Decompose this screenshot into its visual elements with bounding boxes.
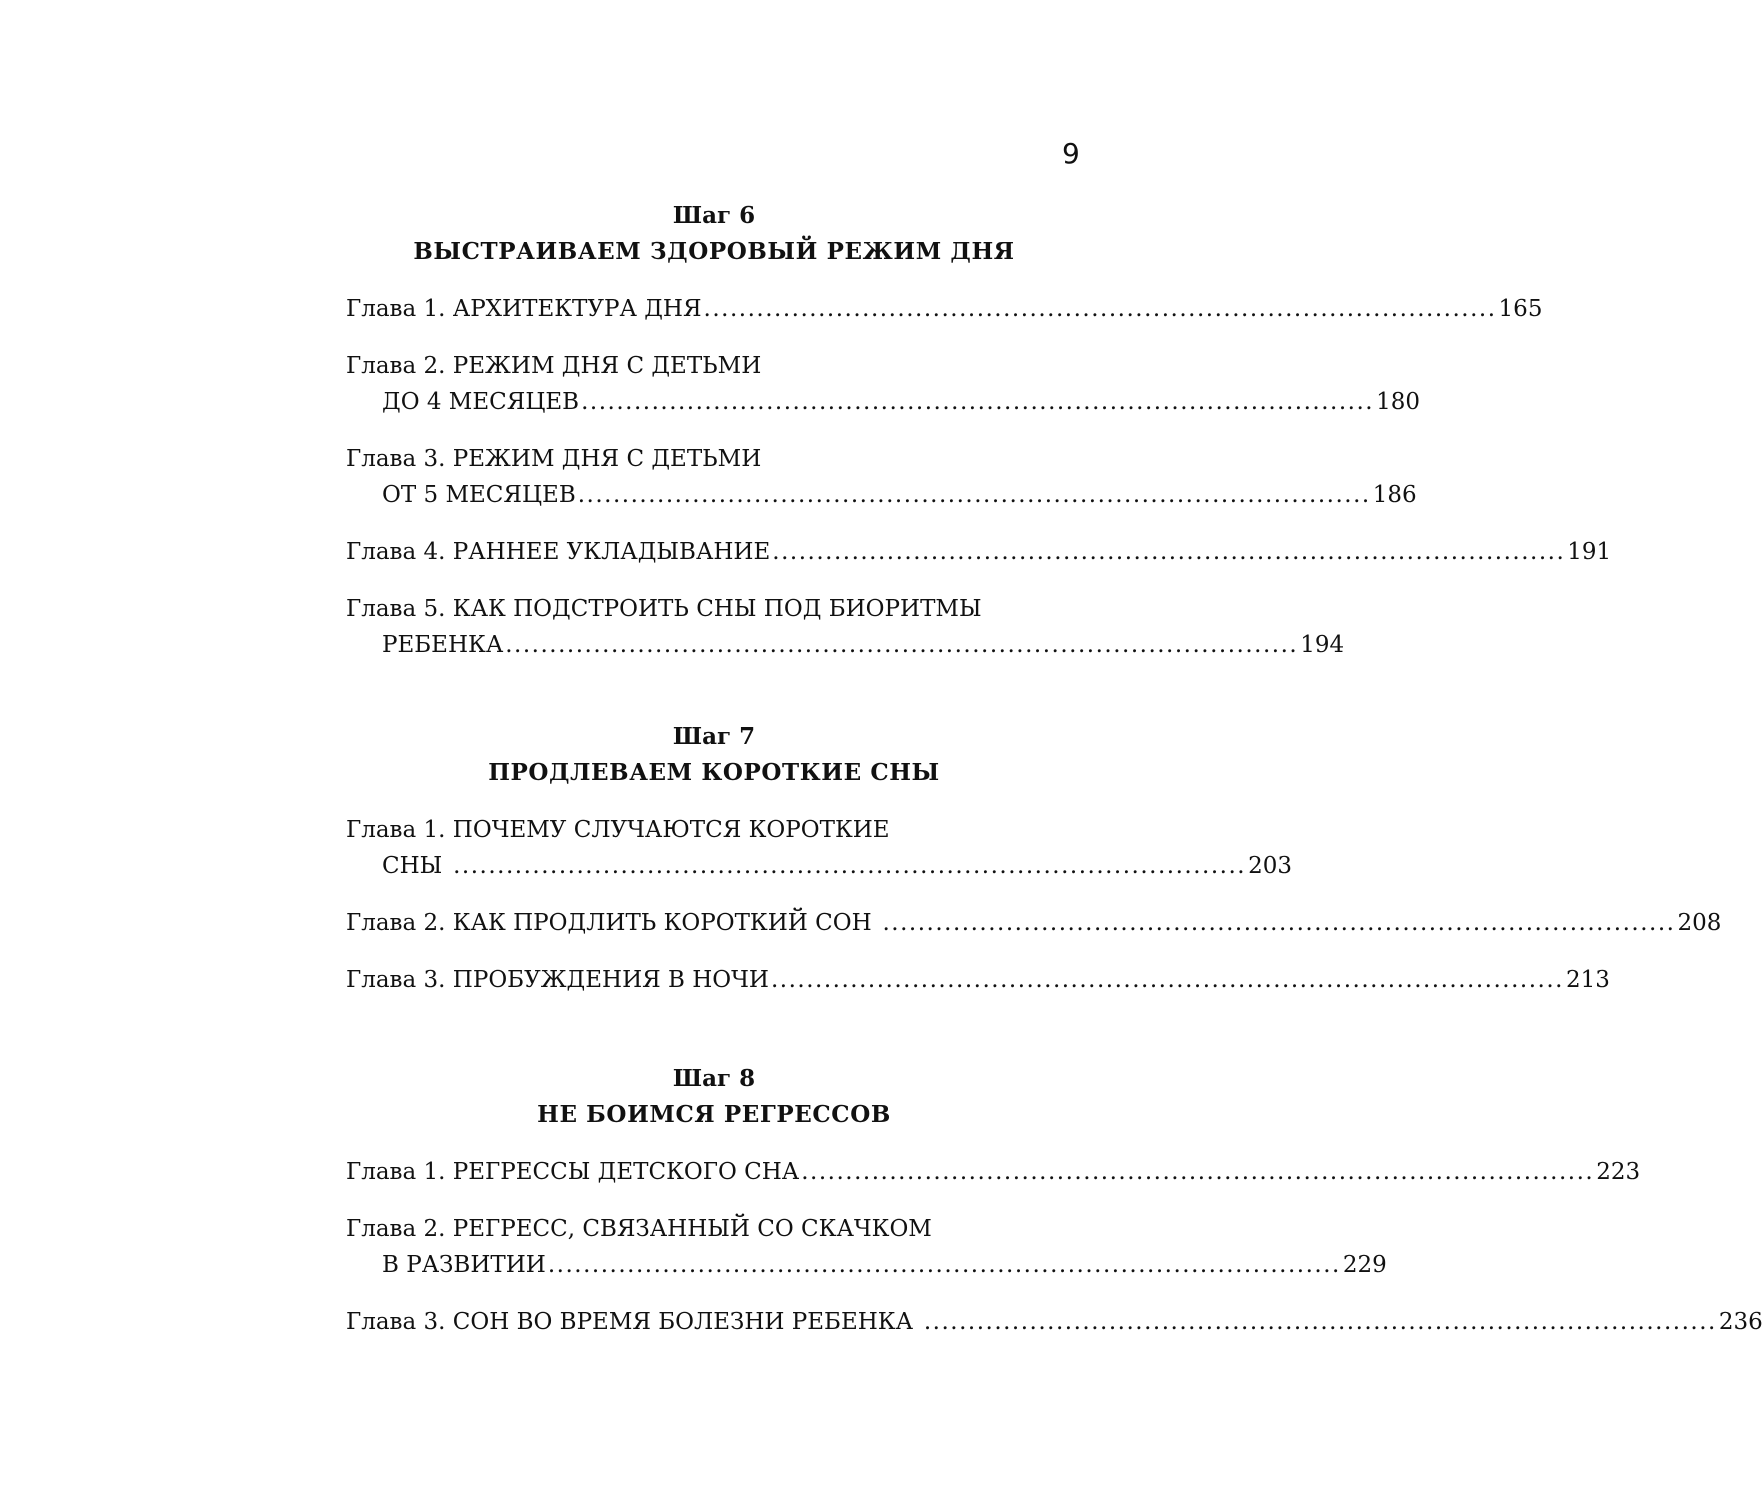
page-ref: 203	[1248, 853, 1293, 879]
toc-entry[interactable]: Глава 3. РЕЖИМ ДНЯ С ДЕТЬМИ ОТ 5 МЕСЯЦЕВ .......................................................................................... 186	[346, 441, 1082, 513]
toc-entry[interactable]: Глава 3. ПРОБУЖДЕНИЯ В НОЧИ .......................................................................................... 213	[346, 962, 1082, 998]
toc-section-step-7	[346, 719, 1722, 998]
page-number: 9	[1062, 137, 1080, 170]
step-heading: ВЫСТРАИВАЕМ ЗДОРОВЫЙ РЕЖИМ ДНЯ	[413, 238, 1015, 265]
chapter-title: Глава 2. РЕЖИМ ДНЯ С ДЕТЬМИ	[346, 353, 762, 379]
page-ref: 229	[1342, 1252, 1387, 1278]
chapter-title-cont: В РАЗВИТИИ	[382, 1252, 546, 1278]
step-heading: НЕ БОИМСЯ РЕГРЕССОВ	[537, 1101, 891, 1128]
chapter-title-cont: СНЫ	[382, 853, 443, 879]
page-ref: 208	[1677, 910, 1722, 936]
chapter-title: Глава 1. ПОЧЕМУ СЛУЧАЮТСЯ КОРОТКИЕ	[346, 817, 890, 843]
page-ref: 191	[1567, 539, 1612, 565]
toc-entry[interactable]: Глава 1. АРХИТЕКТУРА ДНЯ .......................................................................................... 165	[346, 291, 1082, 327]
page-ref: 180	[1376, 389, 1420, 415]
page-ref: 194	[1300, 632, 1345, 658]
toc-entry[interactable]: Глава 1. РЕГРЕССЫ ДЕТСКОГО СНА .......................................................................................... 223	[346, 1154, 1082, 1190]
chapter-title: Глава 2. КАК ПРОДЛИТЬ КОРОТКИЙ СОН	[346, 910, 872, 936]
page-ref: 165	[1498, 296, 1543, 322]
toc-entry[interactable]: Глава 2. РЕЖИМ ДНЯ С ДЕТЬМИ ДО 4 МЕСЯЦЕВ .......................................................................................... 180	[346, 348, 1082, 420]
chapter-title: Глава 1. АРХИТЕКТУРА ДНЯ	[346, 296, 702, 322]
chapter-title: Глава 3. РЕЖИМ ДНЯ С ДЕТЬМИ	[346, 446, 762, 472]
page-ref: 213	[1565, 967, 1610, 993]
page-ref: 223	[1596, 1159, 1641, 1185]
chapter-title-cont: РЕБЕНКА	[382, 632, 504, 658]
toc-entry[interactable]: Глава 5. КАК ПОДСТРОИТЬ СНЫ ПОД БИОРИТМЫ РЕБЕНКА .......................................................................................... 194	[346, 591, 1082, 663]
chapter-title: Глава 4. РАННЕЕ УКЛАДЫВАНИЕ	[346, 539, 771, 565]
chapter-title: Глава 5. КАК ПОДСТРОИТЬ СНЫ ПОД БИОРИТМЫ	[346, 596, 982, 622]
toc-section-step-6	[346, 198, 1612, 663]
chapter-title: Глава 2. РЕГРЕСС, СВЯЗАННЫЙ СО СКАЧКОМ	[346, 1216, 932, 1242]
toc-entry[interactable]: Глава 4. РАННЕЕ УКЛАДЫВАНИЕ .......................................................................................... 191	[346, 534, 1082, 570]
chapter-title: Глава 1. РЕГРЕССЫ ДЕТСКОГО СНА	[346, 1159, 800, 1185]
toc-section-step-8	[346, 1061, 1763, 1340]
chapter-title-cont: ДО 4 МЕСЯЦЕВ	[382, 389, 580, 415]
toc-entry[interactable]: Глава 3. СОН ВО ВРЕМЯ БОЛЕЗНИ РЕБЕНКА .......................................................................................... 236	[346, 1304, 1082, 1340]
page-ref: 236	[1718, 1309, 1763, 1335]
toc-entry[interactable]: Глава 2. РЕГРЕСС, СВЯЗАННЫЙ СО СКАЧКОМ В РАЗВИТИИ .......................................................................................... 229	[346, 1211, 1082, 1283]
toc-entry[interactable]: Глава 2. КАК ПРОДЛИТЬ КОРОТКИЙ СОН .......................................................................................... 208	[346, 905, 1082, 941]
step-title: Шаг 7	[672, 723, 756, 750]
chapter-title: Глава 3. ПРОБУЖДЕНИЯ В НОЧИ	[346, 967, 769, 993]
page-ref: 186	[1372, 482, 1417, 508]
step-title: Шаг 6	[672, 202, 756, 229]
step-title: Шаг 8	[672, 1065, 756, 1092]
chapter-title: Глава 3. СОН ВО ВРЕМЯ БОЛЕЗНИ РЕБЕНКА	[346, 1309, 914, 1335]
chapter-title-cont: ОТ 5 МЕСЯЦЕВ	[382, 482, 576, 508]
step-heading: ПРОДЛЕВАЕМ КОРОТКИЕ СНЫ	[488, 759, 940, 786]
toc-entry[interactable]: Глава 1. ПОЧЕМУ СЛУЧАЮТСЯ КОРОТКИЕ СНЫ .......................................................................................... 203	[346, 812, 1082, 884]
